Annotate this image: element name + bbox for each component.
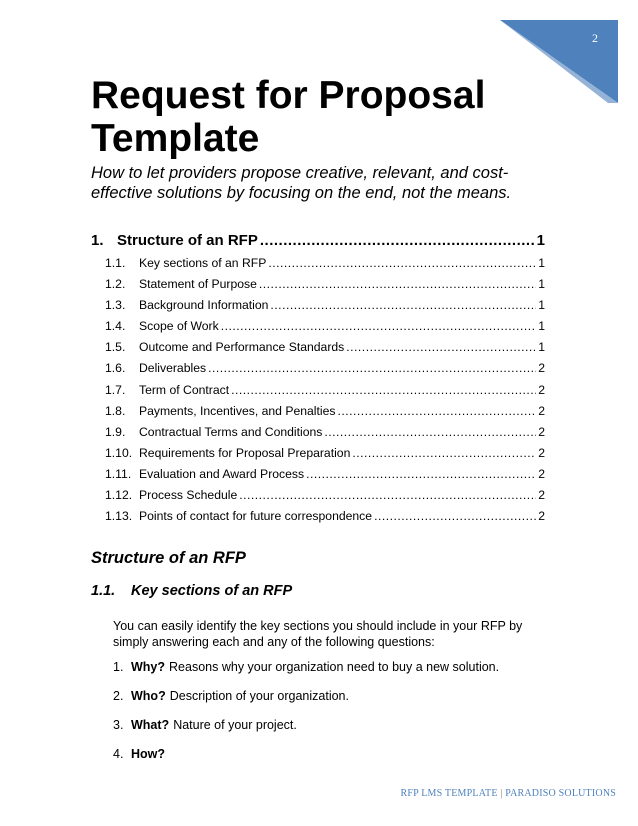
toc-entry[interactable] — [105, 443, 545, 464]
toc-entry-number: 1.10. — [105, 445, 133, 460]
toc-entry[interactable] — [105, 401, 545, 422]
toc-entry-number: 1.12. — [105, 488, 133, 503]
toc-section-entry[interactable] — [91, 230, 545, 252]
list-item-keyword: Who? — [131, 689, 166, 703]
toc-entry-number: 1.9. — [105, 424, 126, 439]
toc-entry-label: Deliverables — [139, 361, 207, 376]
toc-entry-label: Evaluation and Award Process — [139, 466, 305, 481]
page-number: 2 — [592, 31, 598, 45]
toc-entry-page: 2 — [538, 509, 545, 524]
toc-entry-number: 1.13. — [105, 509, 133, 524]
toc-leader-dots — [306, 464, 536, 485]
toc-entry[interactable] — [105, 485, 545, 506]
toc-entry-label: Scope of Work — [139, 319, 219, 334]
toc-entry-label: Process Schedule — [139, 488, 238, 503]
toc-entry-label: Requirements for Proposal Preparation — [139, 445, 351, 460]
footer-company-name: PARADISO SOLUTIONS — [505, 788, 616, 799]
toc-leader-dots — [268, 253, 536, 274]
toc-entry-page: 2 — [538, 403, 545, 418]
question-list — [113, 659, 543, 775]
list-item-number: 4. — [113, 747, 124, 761]
toc-leader-dots — [324, 422, 536, 443]
toc-section-number: 1. — [91, 232, 104, 249]
toc-entry-label: Key sections of an RFP — [139, 256, 267, 270]
toc-entry[interactable] — [105, 337, 545, 358]
toc-entry-page: 1 — [538, 277, 545, 292]
footer-template-name: RFP LMS TEMPLATE — [400, 788, 498, 799]
toc-entry-page: 2 — [538, 424, 545, 439]
toc-entry-label: Background Information — [139, 298, 269, 313]
document-subtitle: How to let providers propose creative, relevant, and cost-effective solutions by focusing on the end, not the means. — [91, 164, 512, 202]
toc-entry[interactable] — [105, 380, 545, 401]
toc-entry-label: Payments, Incentives, and Penalties — [139, 403, 336, 418]
document-title: Request for Proposal Template — [91, 74, 486, 160]
list-item-number: 3. — [113, 718, 124, 732]
toc-entry-number: 1.7. — [105, 382, 126, 397]
section-heading: Structure of an RFP — [91, 549, 246, 567]
toc-entry-number: 1.11. — [105, 466, 132, 481]
toc-leader-dots — [374, 506, 536, 527]
toc-leader-dots — [239, 485, 536, 506]
toc-leader-dots — [208, 358, 536, 379]
toc-entry-label: Contractual Terms and Conditions — [139, 424, 323, 439]
intro-paragraph: You can easily identify the key sections you should include in your RFP by simply answering each and any of the following questions: — [113, 619, 523, 649]
toc-entry[interactable] — [105, 422, 545, 443]
toc-entry-page: 2 — [538, 361, 545, 376]
toc-leader-dots — [260, 230, 535, 252]
toc-leader-dots — [346, 337, 536, 358]
subsection-number: 1.1. — [91, 583, 116, 599]
page-footer — [300, 788, 616, 799]
list-item — [113, 688, 543, 717]
toc-entry-label: Term of Contract — [139, 382, 230, 397]
toc-leader-dots — [221, 316, 537, 337]
list-item-text: Reasons why your organization need to buy a new solution. — [169, 660, 500, 674]
toc-entry[interactable] — [105, 316, 545, 337]
toc-entry-number: 1.6. — [105, 361, 126, 376]
toc-entry[interactable] — [105, 464, 545, 485]
list-item-keyword: How? — [131, 747, 166, 761]
toc-leader-dots — [337, 401, 536, 422]
toc-entry[interactable] — [105, 274, 545, 295]
toc-entry-label: Points of contact for future correspondence — [139, 509, 373, 524]
toc-entry-page: 2 — [538, 466, 545, 481]
toc-entry-number: 1.8. — [105, 403, 126, 418]
list-item-number: 1. — [113, 660, 124, 674]
toc-section-page: 1 — [536, 232, 545, 249]
list-item — [113, 717, 543, 746]
list-item-keyword: What? — [131, 718, 170, 732]
toc-entry[interactable] — [105, 295, 545, 316]
toc-entry-page: 1 — [538, 340, 545, 355]
toc-section-label: Structure of an RFP — [117, 232, 258, 249]
toc-entry[interactable] — [105, 358, 545, 379]
toc-entry[interactable] — [105, 253, 545, 274]
toc-leader-dots — [231, 380, 536, 401]
toc-entry-page: 2 — [538, 445, 545, 460]
toc-leader-dots — [352, 443, 536, 464]
subsection-heading — [91, 583, 292, 599]
footer-separator: | — [500, 788, 503, 799]
list-item-text: Nature of your project. — [173, 718, 297, 732]
toc-entry-page: 2 — [538, 382, 545, 397]
list-item — [113, 746, 543, 775]
list-item-number: 2. — [113, 689, 124, 703]
toc-subsection-list — [105, 253, 545, 527]
list-item-text: Description of your organization. — [169, 689, 349, 703]
toc-entry-page: 2 — [538, 488, 545, 503]
toc-entry-number: 1.4. — [105, 319, 126, 334]
toc-leader-dots — [259, 274, 536, 295]
list-item — [113, 659, 543, 688]
list-item-keyword: Why? — [131, 660, 166, 674]
toc-entry-label: Outcome and Performance Standards — [139, 340, 345, 355]
toc-entry-page: 1 — [538, 319, 545, 334]
subsection-title: Key sections of an RFP — [131, 583, 293, 599]
toc-entry-number: 1.3. — [105, 298, 126, 313]
toc-entry-number: 1.2. — [105, 277, 126, 292]
toc-entry[interactable] — [105, 506, 545, 527]
toc-entry-number: 1.5. — [105, 340, 126, 355]
toc-leader-dots — [270, 295, 536, 316]
toc-entry-number: 1.1. — [105, 256, 126, 270]
toc-entry-page: 1 — [538, 298, 545, 313]
toc-entry-page: 1 — [538, 256, 545, 270]
toc-entry-label: Statement of Purpose — [139, 277, 257, 292]
